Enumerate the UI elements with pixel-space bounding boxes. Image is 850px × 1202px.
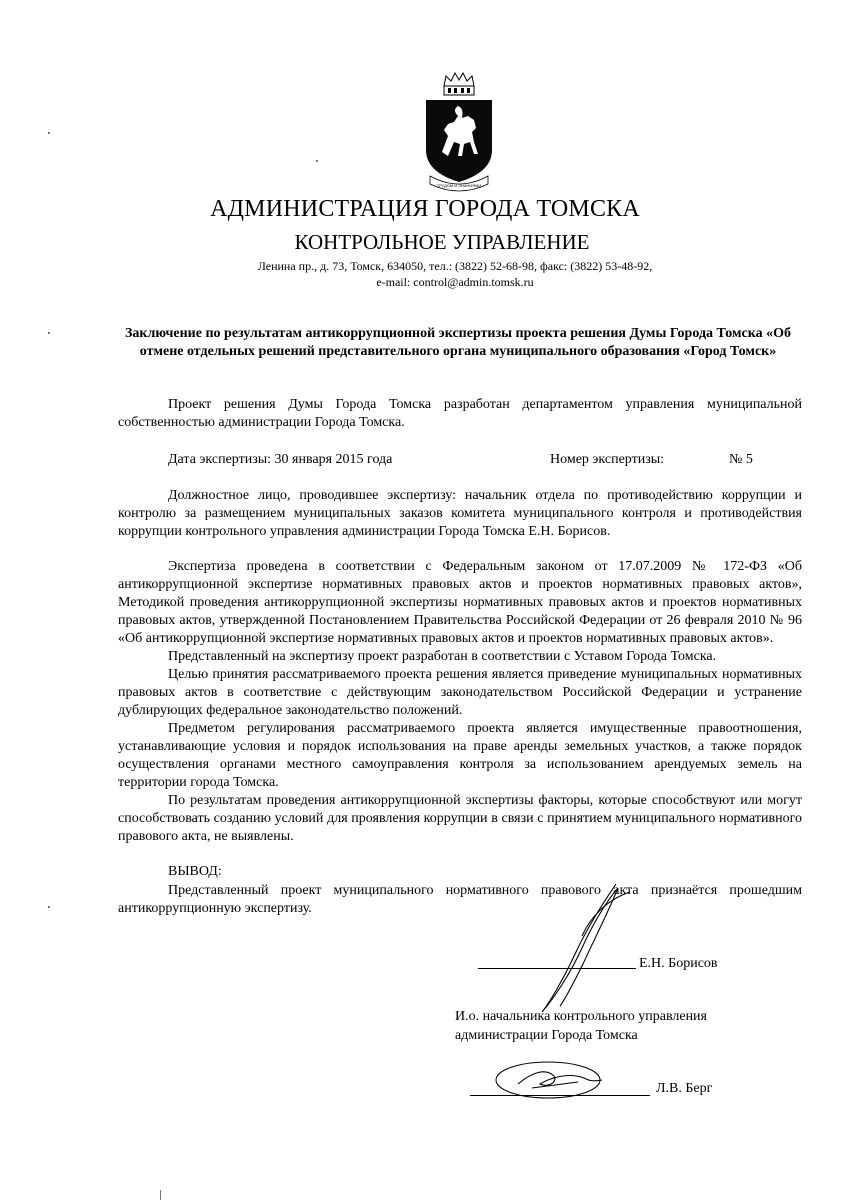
intro-text: Проект решения Думы Города Томска разработан департаментом управления муниципальной собственностью администрации Города Томска. — [118, 397, 802, 430]
paragraph: По результатам проведения антикоррупционной экспертизы факторы, которые способствуют или могут способствовать созданию условий для проявления коррупции в связи с принятием муниципального нормативного правового акта, не выявлены. — [118, 793, 802, 844]
head-position-line1: И.о. начальника контрольного управления — [455, 1009, 707, 1024]
signature-borisov — [520, 878, 650, 1018]
body-paragraphs — [118, 558, 802, 846]
scan-speck — [48, 906, 50, 908]
expertise-date: Дата экспертизы: 30 января 2015 года — [168, 452, 393, 467]
scan-speck — [316, 160, 318, 162]
scan-speck — [48, 332, 50, 334]
organization-title: АДМИНИСТРАЦИЯ ГОРОДА ТОМСКА — [210, 196, 640, 222]
signature-line-expert — [478, 968, 636, 969]
address-line: Ленина пр., д. 73, Томск, 634050, тел.: (3822) 52-68-98, факс: (3822) 53-48-92, — [257, 259, 653, 273]
expertise-number-value: № 5 — [729, 452, 753, 467]
head-position — [455, 1007, 707, 1045]
paragraph: Целью принятия рассматриваемого проекта решения является приведение муниципальных нормативных правовых актов в соответствие с действующим законодательством Российской Федерации и устранение дублирующих федеральное законодательство положений. — [118, 667, 802, 718]
department-title: КОНТРОЛЬНОЕ УПРАВЛЕНИЕ — [294, 230, 590, 254]
document-title: Заключение по результатам антикоррупционной экспертизы проекта решения Думы Города Томска «Об отмене отдельных решений представительного органа муниципального образования «Город Томск» — [125, 326, 791, 359]
emblem-ribbon-text: ТРУДОМ И ЗНАНИЯМИ — [436, 183, 482, 188]
scan-speck — [160, 1190, 161, 1200]
conclusion-paragraph — [118, 882, 802, 918]
paragraph: Экспертиза проведена в соответствии с Федеральным законом от 17.07.2009 № 172-ФЗ «Об антикоррупционной экспертизе нормативных правовых актов и проектов нормативных правовых актов», Методикой проведения антикоррупционной экспертизы нормативных правовых актов и проектов нормативных правовых актов, утвержденной Постановлением Правительства Российской Федерации от 26 февраля 2010 № 96 «Об антикоррупционной экспертизе нормативных правовых актов и проектов нормативных правовых актов». — [118, 559, 802, 646]
head-position-line2: администрации Города Томска — [455, 1028, 638, 1043]
head-name: Л.В. Берг — [656, 1081, 713, 1096]
expert-name: Е.Н. Борисов — [639, 956, 718, 971]
email-line: e-mail: control@admin.tomsk.ru — [376, 275, 534, 289]
official-paragraph — [118, 487, 802, 541]
expertise-number-label: Номер экспертизы: — [550, 452, 665, 467]
paragraph: Должностное лицо, проводившее экспертизу: начальник отдела по противодействию коррупции и контролю за размещением муниципальных заказов комитета муниципального контроля и противодействия коррупции контрольного управления администрации Города Томска Е.Н. Борисов. — [118, 488, 802, 539]
paragraph: Представленный на экспертизу проект разработан в соответствии с Уставом Города Томска. — [168, 649, 717, 664]
scan-speck — [48, 132, 50, 134]
tomsk-coat-of-arms-icon — [418, 72, 500, 196]
signature-berg — [492, 1058, 612, 1108]
paragraph: Предметом регулирования рассматриваемого проекта является имущественные правоотношения, устанавливающие условия и порядок использования на праве аренды земельных участков, а также порядок осуществления органами местного самоуправления контроля за использованием арендуемых земель на территории города Томска. — [118, 721, 802, 790]
intro-paragraph — [118, 396, 802, 432]
signature-line-head — [470, 1095, 650, 1096]
conclusion-label: ВЫВОД: — [168, 864, 222, 879]
conclusion-text: Представленный проект муниципального нормативного правового акта признаётся прошедшим антикоррупционную экспертизу. — [118, 883, 802, 916]
